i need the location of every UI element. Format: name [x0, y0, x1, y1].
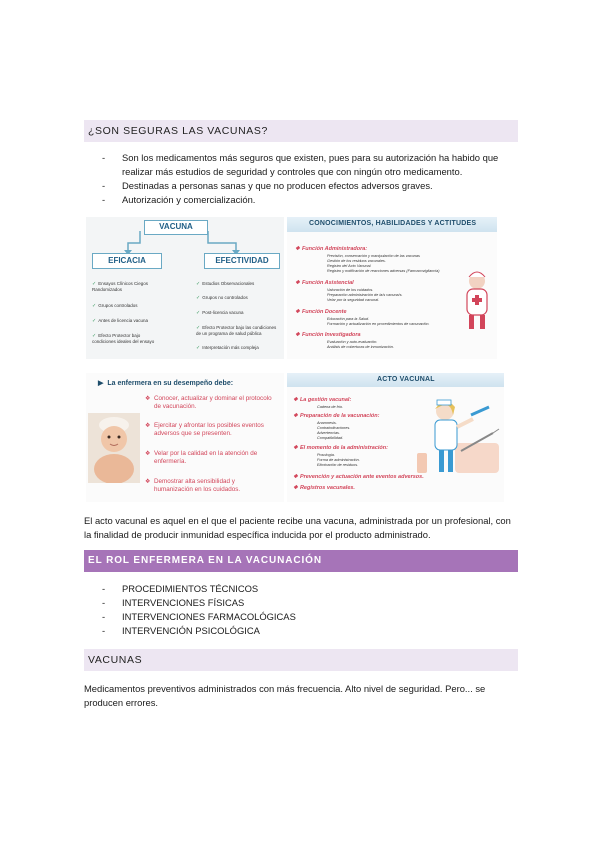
- eficacia-item: ✓ Ensayos Clínicos Ciegos Randomizados: [92, 281, 148, 292]
- paragraph-vacunas: Medicamentos preventivos administrados con más frecuencia. Alto nivel de seguridad. Pero... se producen errores.: [84, 683, 486, 708]
- list-item: - Autorización y comercialización.: [102, 194, 256, 205]
- list-item: - INTERVENCIÓN PSICOLÓGICA: [102, 625, 260, 636]
- bullet-list-rol: [102, 582, 502, 638]
- list-item: - Destinadas a personas sanas y que no producen efectos adversos graves.: [102, 180, 433, 191]
- infographic-title-bar: ACTO VACUNAL: [287, 373, 504, 387]
- acto-items: Anamnesis. Contraindicaciones. Advertencias. Compatibilidad.: [317, 421, 351, 440]
- baby-photo: [88, 413, 140, 483]
- desempeno-item: ❖ Conocer, actualizar y dominar el protocolo de vacunación.: [145, 395, 272, 410]
- role-items: Educación para la Salud. Formación y actualización en procedimientos de vacunación.: [327, 317, 430, 326]
- section-heading-text: ¿SON SEGURAS LAS VACUNAS?: [88, 125, 268, 137]
- nurse-syringe-illustration-icon: [415, 393, 501, 481]
- efectividad-item: ✓ Grupos no controlados: [196, 295, 248, 301]
- section-heading-rol-enfermera: [84, 550, 518, 572]
- role-asistencial: ❖ Función Asistencial: [295, 280, 354, 286]
- acto-items: Cadena de frío.: [317, 405, 344, 409]
- infographic-title-bar: CONOCIMIENTOS, HABILIDADES Y ACTITUDES: [287, 217, 497, 232]
- eficacia-item: ✓ Grupos controlados: [92, 303, 138, 309]
- role-administradora: ❖ Función Administradora:: [295, 246, 368, 252]
- desempeno-item: ❖ Velar por la calidad en la atención de enfermería.: [145, 450, 258, 465]
- list-item: - INTERVENCIONES FÍSICAS: [102, 597, 245, 608]
- acto-section: ❖ Prevención y actuación ante eventos adversos.: [293, 474, 424, 480]
- acto-section: ❖ La gestión vacunal:: [293, 397, 352, 403]
- efectividad-item: ✓ Estudios Observacionales: [196, 281, 255, 287]
- box-efectividad: EFECTIVIDAD: [204, 253, 280, 269]
- acto-section: ❖ Registros vacunales.: [293, 485, 355, 491]
- section-heading-vacunas-seguras: [84, 120, 518, 142]
- eficacia-item: ✓ Efecto Protector bajo condiciones ideales del ensayo: [92, 333, 155, 344]
- section-heading-text: VACUNAS: [88, 654, 143, 666]
- eficacia-item: ✓ Antes de licencia vacuna: [92, 318, 148, 324]
- role-investigadora: ❖ Función Investigadora: [295, 332, 361, 338]
- desempeno-item: ❖ Demostrar alta sensibilidad y humanización en los cuidados.: [145, 478, 241, 493]
- efectividad-item: ✓ Interpretación más compleja: [196, 345, 259, 351]
- section-heading-vacunas: [84, 649, 518, 671]
- role-docente: ❖ Función Docente: [295, 309, 347, 315]
- infographic-lead: ▶ La enfermera en su desempeño debe:: [98, 380, 234, 387]
- role-items: Previsión, conservación y manipulación de las vacunas Gestión de los residuos vacunales. Registro del Acto Vacunal. Registro y notificación de reacciones adversas (Farmacovigilancia): [327, 254, 440, 273]
- section-heading-text: EL ROL ENFERMERA EN LA VACUNACIÓN: [88, 555, 322, 566]
- efectividad-item: ✓ Efecto Protector bajo las condiciones de un programa de salud pública: [196, 325, 277, 336]
- efectividad-item: ✓ Post-licencia vacuna: [196, 310, 244, 316]
- paragraph-acto-vacunal: El acto vacunal es aquel en el que el paciente recibe una vacuna, administrada por un profesional, con la finalidad de producir inmunidad específica inducida por el producto administrado.: [84, 515, 511, 540]
- infographic-desempeno: [86, 373, 284, 502]
- infographic-conocimientos: [287, 217, 497, 359]
- nurse-illustration-icon: [457, 267, 497, 337]
- acto-items: Posología. Forma de administración. Eliminación de residuos.: [317, 453, 360, 467]
- box-vacuna: VACUNA: [144, 220, 208, 235]
- list-item: - Son los medicamentos más seguros que existen, pues para su autorización ha habido que realizar más estudios de seguridad y controles que con ningún otro medicamento.: [102, 152, 499, 177]
- acto-section: ❖ Preparación de la vacunación:: [293, 413, 380, 419]
- box-eficacia: EFICACIA: [92, 253, 162, 269]
- infographic-eficacia-efectividad: [86, 217, 284, 359]
- bullet-list-seguridad: [102, 151, 518, 207]
- desempeno-item: ❖ Ejercitar y afrontar los posibles eventos adversos que se presenten.: [145, 422, 264, 437]
- list-item: - INTERVENCIONES FARMACOLÓGICAS: [102, 611, 296, 622]
- role-items: Valoración de los cuidados. Preparación administración de la/s vacuna/s. Velar por la seguridad vacunal.: [327, 288, 403, 302]
- acto-section: ❖ El momento de la administración:: [293, 445, 388, 451]
- infographic-acto-vacunal: [287, 373, 504, 502]
- list-item: - PROCEDIMIENTOS TÉCNICOS: [102, 583, 259, 594]
- role-items: Evaluación y auto-evaluación. Análisis de coberturas de inmunización.: [327, 340, 394, 349]
